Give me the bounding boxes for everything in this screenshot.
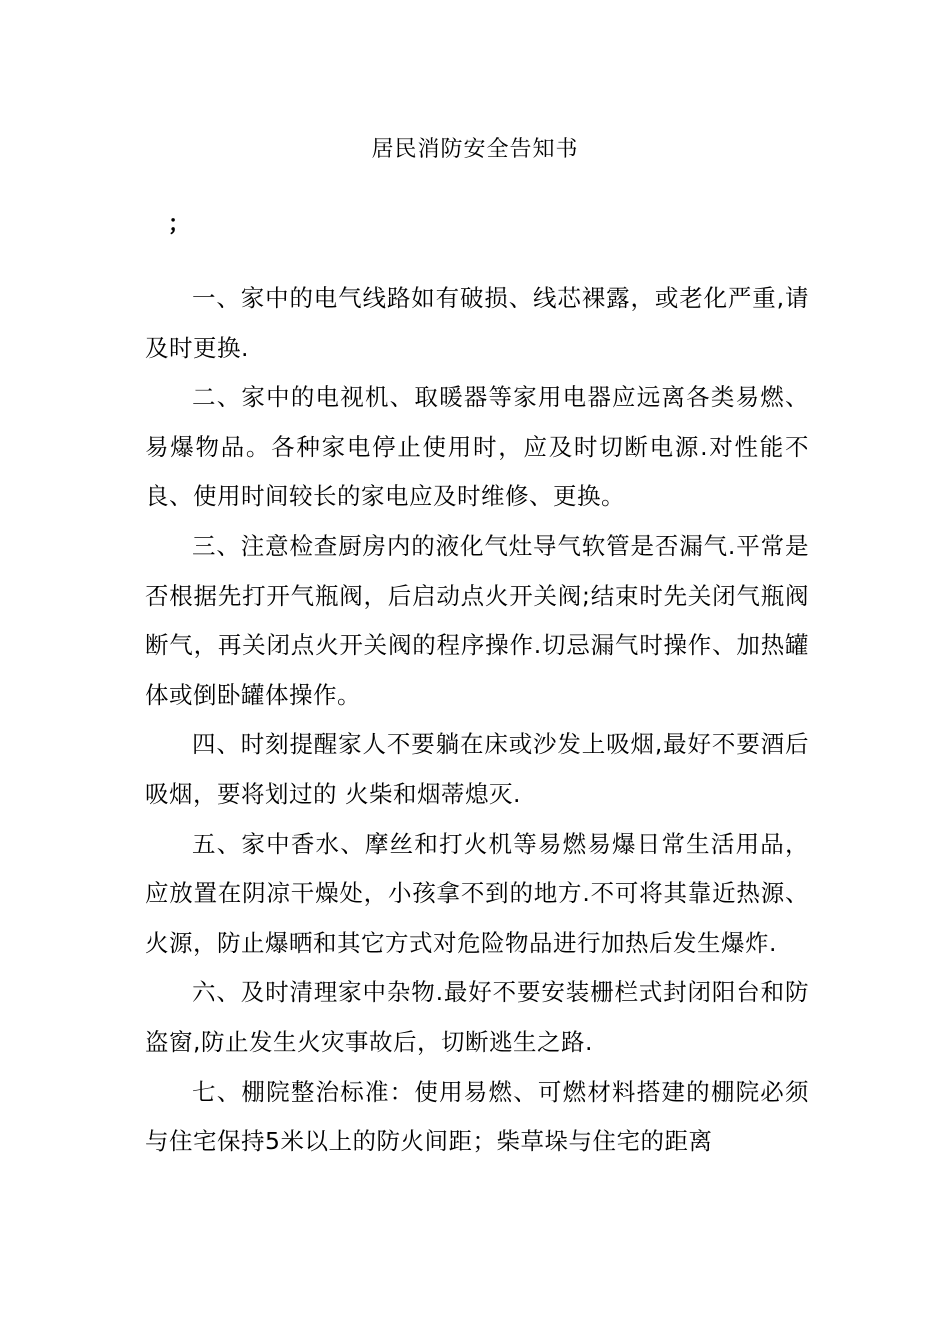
document-body bbox=[145, 274, 809, 1167]
paragraph-6: 六、及时清理家中杂物.最好不要安装栅栏式封闭阳台和防盗窗,防止发生火灾事故后，切断逃生之路. bbox=[145, 978, 809, 1056]
paragraph-2: 二、家中的电视机、取暖器等家用电器应远离各类易燃、易爆物品。各种家电停止使用时，应及时切断电源.对性能不良、使用时间较长的家电应及时维修、更换。 bbox=[145, 383, 809, 511]
paragraph-3: 三、注意检查厨房内的液化气灶导气软管是否漏气.平常是否根据先打开气瓶阀，后启动点火开关阀;结束时先关闭气瓶阀断气，再关闭点火开关阀的程序操作.切忌漏气时操作、加热罐体或倒卧罐体操作。 bbox=[145, 531, 809, 709]
paragraph-7: 七、棚院整治标准：使用易燃、可燃材料搭建的棚院必须与住宅保持5米以上的防火间距；柴草垛与住宅的距离 bbox=[145, 1077, 809, 1156]
document-title: 居民消防安全告知书 bbox=[371, 137, 579, 162]
paragraph-4: 四、时刻提醒家人不要躺在床或沙发上吸烟,最好不要酒后吸烟，要将划过的 火柴和烟蒂熄灭. bbox=[145, 730, 809, 808]
intro-mark: ； bbox=[168, 212, 191, 237]
paragraph-5: 五、家中香水、摩丝和打火机等易燃易爆日常生活用品，应放置在阴凉干燥处，小孩拿不到的地方.不可将其靠近热源、火源，防止爆晒和其它方式对危险物品进行加热后发生爆炸. bbox=[145, 829, 809, 957]
paragraph-1: 一、家中的电气线路如有破损、线芯裸露，或老化严重,请及时更换. bbox=[145, 284, 809, 362]
